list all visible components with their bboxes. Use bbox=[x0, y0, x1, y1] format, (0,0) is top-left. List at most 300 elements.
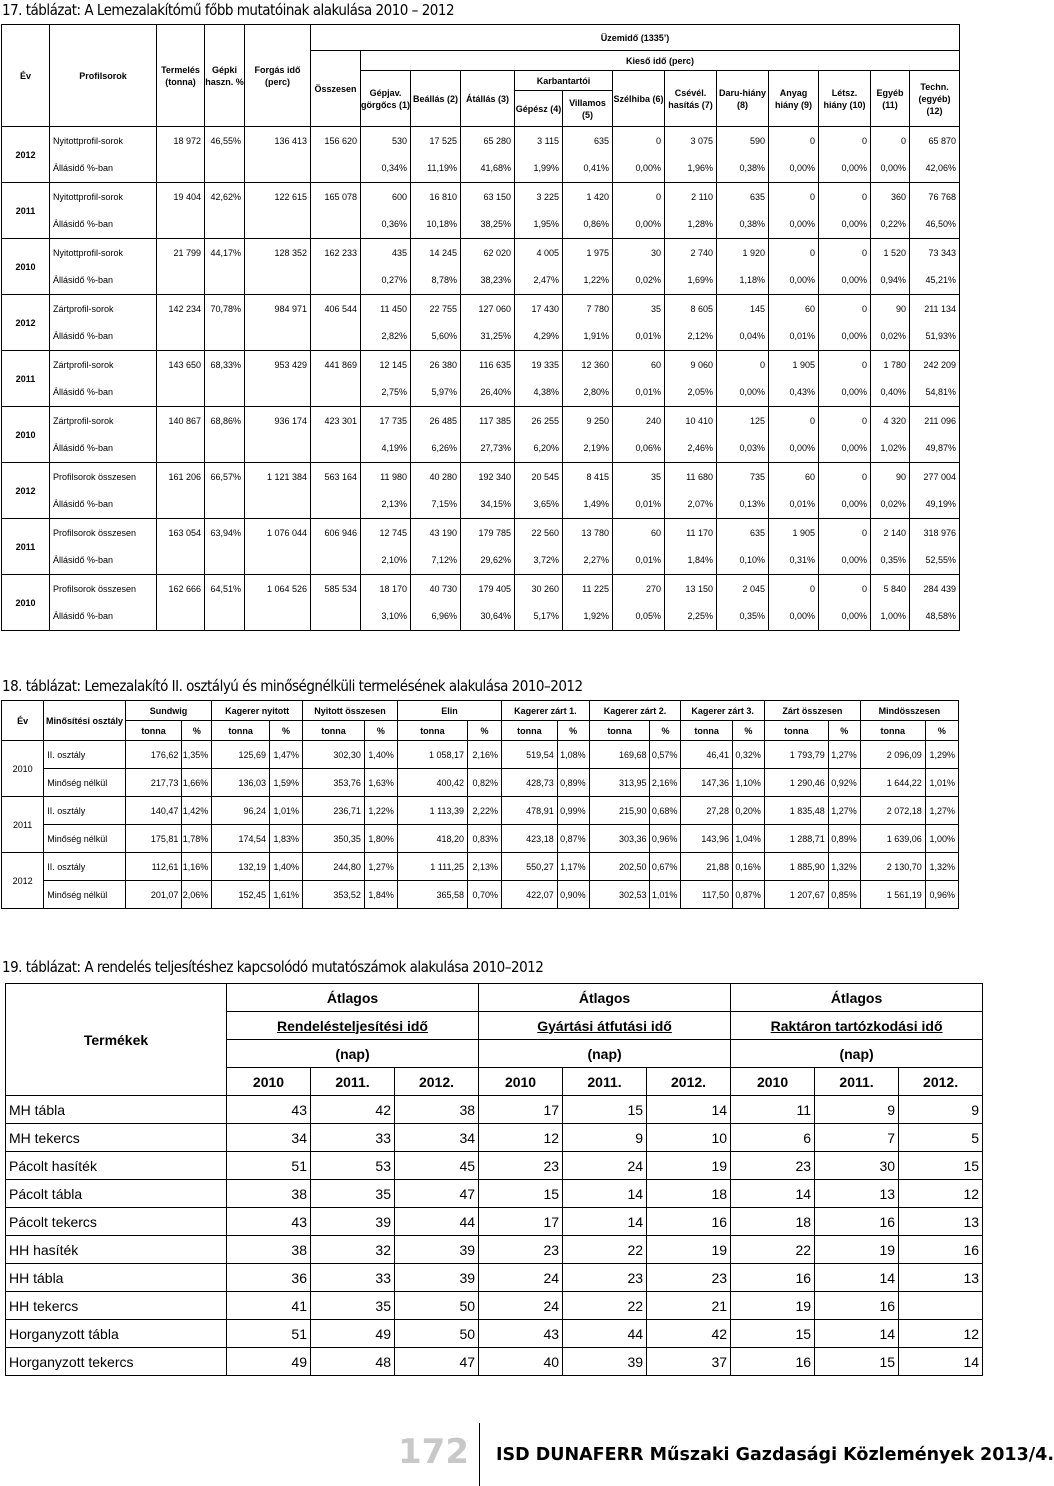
value-cell: 116 635 bbox=[461, 351, 515, 379]
year-cell: 2012 bbox=[2, 127, 50, 183]
table-row bbox=[6, 1152, 983, 1180]
value-cell: 39 bbox=[395, 1264, 479, 1292]
value-cell: 40 bbox=[479, 1348, 563, 1376]
value-cell: 1 780 bbox=[871, 351, 910, 379]
value-cell: 9 250 bbox=[563, 407, 613, 435]
value-cell: 60 bbox=[769, 295, 819, 323]
value-cell: 418,20 bbox=[397, 825, 467, 853]
value-cell: 350,35 bbox=[303, 825, 365, 853]
value-cell: 7,12% bbox=[411, 547, 461, 575]
group-header: Rendelésteljesítési idő bbox=[227, 1012, 479, 1040]
value-cell: 400,42 bbox=[397, 769, 467, 797]
group-header: Raktáron tartózkodási idő bbox=[731, 1012, 983, 1040]
value-cell: 1,10% bbox=[732, 769, 764, 797]
value-cell: 2,05% bbox=[665, 379, 717, 407]
value-cell: 211 134 bbox=[910, 295, 960, 323]
value-cell: 0,03% bbox=[717, 435, 769, 463]
value-cell: 11 980 bbox=[361, 463, 411, 491]
value-cell: 1 975 bbox=[563, 239, 613, 267]
value-cell: 52,55% bbox=[910, 547, 960, 575]
header-gepki: Gépki haszn. % bbox=[205, 25, 245, 127]
unit-header: tonna bbox=[681, 721, 733, 741]
value-cell bbox=[205, 491, 245, 519]
header-csevel: Csévél. hasítás (7) bbox=[665, 71, 717, 127]
t18-header-minosites: Minősítési osztály bbox=[44, 701, 125, 741]
value-cell: 1 520 bbox=[871, 239, 910, 267]
value-cell: 14 bbox=[899, 1348, 983, 1376]
value-cell: 0,32% bbox=[732, 741, 764, 769]
value-cell: 2,12% bbox=[665, 323, 717, 351]
unit-header: (nap) bbox=[227, 1040, 479, 1068]
value-cell: 0,00% bbox=[769, 435, 819, 463]
value-cell: 0,16% bbox=[732, 853, 764, 881]
value-cell bbox=[311, 155, 361, 183]
value-cell: 422,07 bbox=[502, 881, 558, 909]
table-row bbox=[2, 881, 959, 909]
value-cell: 163 054 bbox=[157, 519, 205, 547]
value-cell: 7 780 bbox=[563, 295, 613, 323]
year-header: 2011. bbox=[563, 1068, 647, 1096]
header-villamos: Villamos (5) bbox=[563, 91, 613, 127]
value-cell: 1 644,22 bbox=[860, 769, 925, 797]
row-label: Zártprofil-sorok bbox=[50, 295, 157, 323]
value-cell: 46,41 bbox=[681, 741, 733, 769]
value-cell: 14 245 bbox=[411, 239, 461, 267]
unit-header: tonna bbox=[764, 721, 828, 741]
value-cell: 132,19 bbox=[212, 853, 270, 881]
value-cell bbox=[311, 211, 361, 239]
value-cell: 365,58 bbox=[397, 881, 467, 909]
value-cell: 1,00% bbox=[871, 603, 910, 631]
value-cell: 13 bbox=[899, 1208, 983, 1236]
row-label: Minőség nélkül bbox=[44, 769, 125, 797]
value-cell: 40 730 bbox=[411, 575, 461, 603]
value-cell: 47 bbox=[395, 1348, 479, 1376]
value-cell: 11 170 bbox=[665, 519, 717, 547]
value-cell: 0 bbox=[769, 407, 819, 435]
value-cell: 1,08% bbox=[557, 741, 589, 769]
value-cell: 0,01% bbox=[613, 379, 665, 407]
value-cell: 22 bbox=[563, 1292, 647, 1320]
value-cell: 1 885,90 bbox=[764, 853, 828, 881]
value-cell: 519,54 bbox=[502, 741, 558, 769]
value-cell: 9 060 bbox=[665, 351, 717, 379]
value-cell: 735 bbox=[717, 463, 769, 491]
value-cell: 11 680 bbox=[665, 463, 717, 491]
value-cell: 3,72% bbox=[515, 547, 563, 575]
value-cell: 3 225 bbox=[515, 183, 563, 211]
value-cell: 33 bbox=[311, 1264, 395, 1292]
value-cell bbox=[205, 379, 245, 407]
value-cell: 1,96% bbox=[665, 155, 717, 183]
value-cell: 0,67% bbox=[650, 853, 681, 881]
value-cell: 0,13% bbox=[717, 491, 769, 519]
value-cell: 1,28% bbox=[665, 211, 717, 239]
year-header: 2012. bbox=[899, 1068, 983, 1096]
value-cell: 48 bbox=[311, 1348, 395, 1376]
row-label: Állásidő %-ban bbox=[50, 155, 157, 183]
value-cell: 63 150 bbox=[461, 183, 515, 211]
value-cell: 984 971 bbox=[245, 295, 311, 323]
value-cell: 38 bbox=[227, 1236, 311, 1264]
value-cell: 353,76 bbox=[303, 769, 365, 797]
value-cell: 51,93% bbox=[910, 323, 960, 351]
value-cell: 2,22% bbox=[468, 797, 502, 825]
value-cell bbox=[157, 547, 205, 575]
value-cell: 406 544 bbox=[311, 295, 361, 323]
value-cell: 1 561,19 bbox=[860, 881, 925, 909]
value-cell: 0 bbox=[717, 351, 769, 379]
value-cell: 50 bbox=[395, 1320, 479, 1348]
unit-header: tonna bbox=[589, 721, 650, 741]
unit-header: tonna bbox=[125, 721, 182, 741]
value-cell bbox=[245, 491, 311, 519]
value-cell: 64,51% bbox=[205, 575, 245, 603]
value-cell: 96,24 bbox=[212, 797, 270, 825]
value-cell: 162 233 bbox=[311, 239, 361, 267]
value-cell: 165 078 bbox=[311, 183, 361, 211]
value-cell bbox=[157, 267, 205, 295]
row-label: Állásidő %-ban bbox=[50, 379, 157, 407]
value-cell: 15 bbox=[815, 1348, 899, 1376]
value-cell: 215,90 bbox=[589, 797, 650, 825]
value-cell: 606 946 bbox=[311, 519, 361, 547]
value-cell: 27,73% bbox=[461, 435, 515, 463]
value-cell: 3,10% bbox=[361, 603, 411, 631]
header-egyeb: Egyéb (11) bbox=[871, 71, 910, 127]
value-cell: 302,30 bbox=[303, 741, 365, 769]
value-cell: 1,18% bbox=[717, 267, 769, 295]
value-cell: 13 780 bbox=[563, 519, 613, 547]
value-cell: 35 bbox=[311, 1292, 395, 1320]
value-cell: 0,00% bbox=[819, 379, 871, 407]
value-cell: 1 058,17 bbox=[397, 741, 467, 769]
value-cell: 635 bbox=[717, 519, 769, 547]
table-row bbox=[2, 435, 960, 463]
value-cell: 1 111,25 bbox=[397, 853, 467, 881]
value-cell: 16 bbox=[815, 1292, 899, 1320]
value-cell: 37 bbox=[647, 1348, 731, 1376]
table-row bbox=[6, 1320, 983, 1348]
table-row bbox=[2, 519, 960, 547]
table-row bbox=[2, 491, 960, 519]
product-name: Horganyzott tábla bbox=[6, 1320, 227, 1348]
value-cell: 313,95 bbox=[589, 769, 650, 797]
value-cell: 10,18% bbox=[411, 211, 461, 239]
value-cell: 38 bbox=[227, 1180, 311, 1208]
value-cell: 530 bbox=[361, 127, 411, 155]
value-cell: 54,81% bbox=[910, 379, 960, 407]
value-cell: 35 bbox=[613, 295, 665, 323]
table-row bbox=[2, 797, 959, 825]
value-cell: 0,00% bbox=[819, 603, 871, 631]
value-cell: 162 666 bbox=[157, 575, 205, 603]
value-cell: 38,25% bbox=[461, 211, 515, 239]
value-cell: 19 bbox=[647, 1152, 731, 1180]
group-header-atlag: Átlagos bbox=[227, 984, 479, 1012]
value-cell: 156 620 bbox=[311, 127, 361, 155]
product-name: HH tekercs bbox=[6, 1292, 227, 1320]
year-header: 2010 bbox=[479, 1068, 563, 1096]
value-cell: 42 bbox=[311, 1096, 395, 1124]
value-cell: 2 130,70 bbox=[860, 853, 925, 881]
value-cell: 2 096,09 bbox=[860, 741, 925, 769]
value-cell: 174,54 bbox=[212, 825, 270, 853]
value-cell: 14 bbox=[815, 1264, 899, 1292]
table-row bbox=[2, 741, 959, 769]
value-cell: 140 867 bbox=[157, 407, 205, 435]
row-label: Állásidő %-ban bbox=[50, 491, 157, 519]
value-cell: 0,68% bbox=[650, 797, 681, 825]
value-cell: 16 bbox=[731, 1348, 815, 1376]
product-name: HH tábla bbox=[6, 1264, 227, 1292]
value-cell: 44 bbox=[395, 1208, 479, 1236]
value-cell: 68,86% bbox=[205, 407, 245, 435]
value-cell: 0,89% bbox=[557, 769, 589, 797]
value-cell: 0 bbox=[819, 351, 871, 379]
value-cell: 1,27% bbox=[828, 741, 860, 769]
value-cell: 585 534 bbox=[311, 575, 361, 603]
column-header: Nyitott összesen bbox=[303, 701, 398, 721]
year-header: 2012. bbox=[647, 1068, 731, 1096]
value-cell: 270 bbox=[613, 575, 665, 603]
header-szelhiba: Szélhiba (6) bbox=[613, 71, 665, 127]
value-cell: 147,36 bbox=[681, 769, 733, 797]
value-cell: 14 bbox=[563, 1180, 647, 1208]
value-cell: 42,62% bbox=[205, 183, 245, 211]
value-cell: 1 905 bbox=[769, 351, 819, 379]
value-cell: 49,19% bbox=[910, 491, 960, 519]
value-cell: 423,18 bbox=[502, 825, 558, 853]
value-cell: 53 bbox=[311, 1152, 395, 1180]
value-cell: 0 bbox=[819, 575, 871, 603]
value-cell: 18 bbox=[647, 1180, 731, 1208]
value-cell: 22 bbox=[563, 1236, 647, 1264]
value-cell: 26 485 bbox=[411, 407, 461, 435]
value-cell: 17 bbox=[479, 1208, 563, 1236]
value-cell: 23 bbox=[563, 1264, 647, 1292]
value-cell: 176,62 bbox=[125, 741, 182, 769]
value-cell: 2,19% bbox=[563, 435, 613, 463]
value-cell: 0,00% bbox=[819, 267, 871, 295]
value-cell: 15 bbox=[899, 1152, 983, 1180]
value-cell: 0,00% bbox=[769, 211, 819, 239]
value-cell: 1 793,79 bbox=[764, 741, 828, 769]
value-cell: 179 785 bbox=[461, 519, 515, 547]
header-gepesz: Gépész (4) bbox=[515, 91, 563, 127]
column-header: Kagerer zárt 3. bbox=[681, 701, 765, 721]
value-cell: 62 020 bbox=[461, 239, 515, 267]
value-cell: 0,00% bbox=[819, 547, 871, 575]
column-header: Kagerer zárt 2. bbox=[589, 701, 681, 721]
value-cell: 0,34% bbox=[361, 155, 411, 183]
table-row bbox=[6, 1292, 983, 1320]
value-cell: 169,68 bbox=[589, 741, 650, 769]
value-cell: 0,94% bbox=[871, 267, 910, 295]
value-cell: 0,00% bbox=[819, 155, 871, 183]
header-forgas: Forgás idő (perc) bbox=[245, 25, 311, 127]
value-cell: 936 174 bbox=[245, 407, 311, 435]
value-cell: 1,35% bbox=[182, 741, 212, 769]
value-cell: 1,17% bbox=[557, 853, 589, 881]
value-cell bbox=[245, 155, 311, 183]
value-cell: 34,15% bbox=[461, 491, 515, 519]
table-row bbox=[6, 1236, 983, 1264]
value-cell: 20 545 bbox=[515, 463, 563, 491]
value-cell: 5 840 bbox=[871, 575, 910, 603]
value-cell: 4,29% bbox=[515, 323, 563, 351]
value-cell: 0,36% bbox=[361, 211, 411, 239]
value-cell: 6,26% bbox=[411, 435, 461, 463]
value-cell: 136,03 bbox=[212, 769, 270, 797]
value-cell bbox=[899, 1292, 983, 1320]
value-cell: 2,16% bbox=[468, 741, 502, 769]
value-cell: 12 bbox=[479, 1124, 563, 1152]
value-cell: 1,22% bbox=[364, 797, 397, 825]
value-cell: 0 bbox=[613, 127, 665, 155]
year-cell: 2012 bbox=[2, 853, 44, 909]
value-cell: 5 bbox=[899, 1124, 983, 1152]
table19-title: 19. táblázat: A rendelés teljesítéshez kapcsolódó mutatószámok alakulása 2010–2012 bbox=[2, 958, 544, 976]
value-cell: 60 bbox=[613, 351, 665, 379]
value-cell: 318 976 bbox=[910, 519, 960, 547]
year-cell: 2010 bbox=[2, 575, 50, 631]
value-cell: 0 bbox=[769, 127, 819, 155]
value-cell: 0,00% bbox=[769, 267, 819, 295]
value-cell bbox=[205, 435, 245, 463]
value-cell: 125,69 bbox=[212, 741, 270, 769]
value-cell bbox=[311, 603, 361, 631]
value-cell: 49 bbox=[227, 1348, 311, 1376]
value-cell bbox=[311, 491, 361, 519]
value-cell: 43 190 bbox=[411, 519, 461, 547]
value-cell: 1,99% bbox=[515, 155, 563, 183]
year-cell: 2011 bbox=[2, 183, 50, 239]
unit-header: tonna bbox=[397, 721, 467, 741]
row-label: Nyitottprofil-sorok bbox=[50, 239, 157, 267]
value-cell: 441 869 bbox=[311, 351, 361, 379]
value-cell: 0,01% bbox=[613, 323, 665, 351]
value-cell: 19 bbox=[815, 1236, 899, 1264]
header-gorgocs: Gépjav. görgőcs (1) bbox=[361, 71, 411, 127]
value-cell: 4,38% bbox=[515, 379, 563, 407]
value-cell: 1,27% bbox=[828, 797, 860, 825]
value-cell: 27,28 bbox=[681, 797, 733, 825]
table-row bbox=[2, 295, 960, 323]
value-cell: 0 bbox=[871, 127, 910, 155]
value-cell: 201,07 bbox=[125, 881, 182, 909]
value-cell: 2,16% bbox=[650, 769, 681, 797]
table-row bbox=[2, 351, 960, 379]
value-cell: 2,07% bbox=[665, 491, 717, 519]
value-cell bbox=[311, 267, 361, 295]
value-cell: 6,20% bbox=[515, 435, 563, 463]
value-cell: 0,00% bbox=[769, 603, 819, 631]
value-cell: 0,00% bbox=[613, 211, 665, 239]
value-cell: 0,38% bbox=[717, 155, 769, 183]
year-cell: 2010 bbox=[2, 741, 44, 797]
value-cell: 1,01% bbox=[650, 881, 681, 909]
value-cell: 1,22% bbox=[563, 267, 613, 295]
unit-header: % bbox=[732, 721, 764, 741]
value-cell: 0 bbox=[769, 575, 819, 603]
value-cell: 161 206 bbox=[157, 463, 205, 491]
value-cell: 145 bbox=[717, 295, 769, 323]
value-cell: 1,16% bbox=[182, 853, 212, 881]
value-cell: 23 bbox=[647, 1264, 731, 1292]
value-cell: 1 639,06 bbox=[860, 825, 925, 853]
row-label: Állásidő %-ban bbox=[50, 323, 157, 351]
value-cell: 65 870 bbox=[910, 127, 960, 155]
group-header-atlag: Átlagos bbox=[479, 984, 731, 1012]
header-letsz: Létsz. hiány (10) bbox=[819, 71, 871, 127]
unit-header: % bbox=[364, 721, 397, 741]
value-cell: 60 bbox=[613, 519, 665, 547]
value-cell: 1,40% bbox=[364, 741, 397, 769]
value-cell: 24 bbox=[563, 1152, 647, 1180]
row-label: Minőség nélkül bbox=[44, 825, 125, 853]
value-cell: 175,81 bbox=[125, 825, 182, 853]
unit-header: (nap) bbox=[479, 1040, 731, 1068]
value-cell: 0 bbox=[819, 519, 871, 547]
value-cell: 0,86% bbox=[563, 211, 613, 239]
value-cell: 2 740 bbox=[665, 239, 717, 267]
value-cell: 3 075 bbox=[665, 127, 717, 155]
value-cell: 73 343 bbox=[910, 239, 960, 267]
value-cell: 13 bbox=[899, 1264, 983, 1292]
row-label: Profilsorok összesen bbox=[50, 463, 157, 491]
value-cell: 590 bbox=[717, 127, 769, 155]
value-cell bbox=[311, 379, 361, 407]
year-cell: 2012 bbox=[2, 295, 50, 351]
value-cell: 2 140 bbox=[871, 519, 910, 547]
value-cell: 14 bbox=[731, 1180, 815, 1208]
value-cell: 152,45 bbox=[212, 881, 270, 909]
value-cell: 0,43% bbox=[769, 379, 819, 407]
value-cell: 1,92% bbox=[563, 603, 613, 631]
value-cell: 0,10% bbox=[717, 547, 769, 575]
value-cell bbox=[157, 155, 205, 183]
value-cell: 0,00% bbox=[717, 379, 769, 407]
value-cell: 4,19% bbox=[361, 435, 411, 463]
value-cell: 2,75% bbox=[361, 379, 411, 407]
table-row bbox=[2, 853, 959, 881]
value-cell: 5,60% bbox=[411, 323, 461, 351]
value-cell: 1,02% bbox=[871, 435, 910, 463]
product-name: Pácolt tábla bbox=[6, 1180, 227, 1208]
year-header: 2011. bbox=[815, 1068, 899, 1096]
product-name: HH hasíték bbox=[6, 1236, 227, 1264]
value-cell: 1,91% bbox=[563, 323, 613, 351]
value-cell: 41 bbox=[227, 1292, 311, 1320]
value-cell: 211 096 bbox=[910, 407, 960, 435]
product-name: Pácolt hasíték bbox=[6, 1152, 227, 1180]
table-row bbox=[2, 603, 960, 631]
value-cell: 635 bbox=[563, 127, 613, 155]
value-cell: 46,50% bbox=[910, 211, 960, 239]
value-cell: 1,27% bbox=[925, 797, 958, 825]
value-cell: 38 bbox=[395, 1096, 479, 1124]
value-cell: 0,35% bbox=[717, 603, 769, 631]
column-header: Zárt összesen bbox=[764, 701, 860, 721]
table18 bbox=[1, 700, 959, 909]
header-beallas: Beállás (2) bbox=[411, 71, 461, 127]
unit-header: % bbox=[270, 721, 303, 741]
value-cell: 21,88 bbox=[681, 853, 733, 881]
value-cell: 0,70% bbox=[468, 881, 502, 909]
row-label: Nyitottprofil-sorok bbox=[50, 183, 157, 211]
value-cell: 0,38% bbox=[717, 211, 769, 239]
